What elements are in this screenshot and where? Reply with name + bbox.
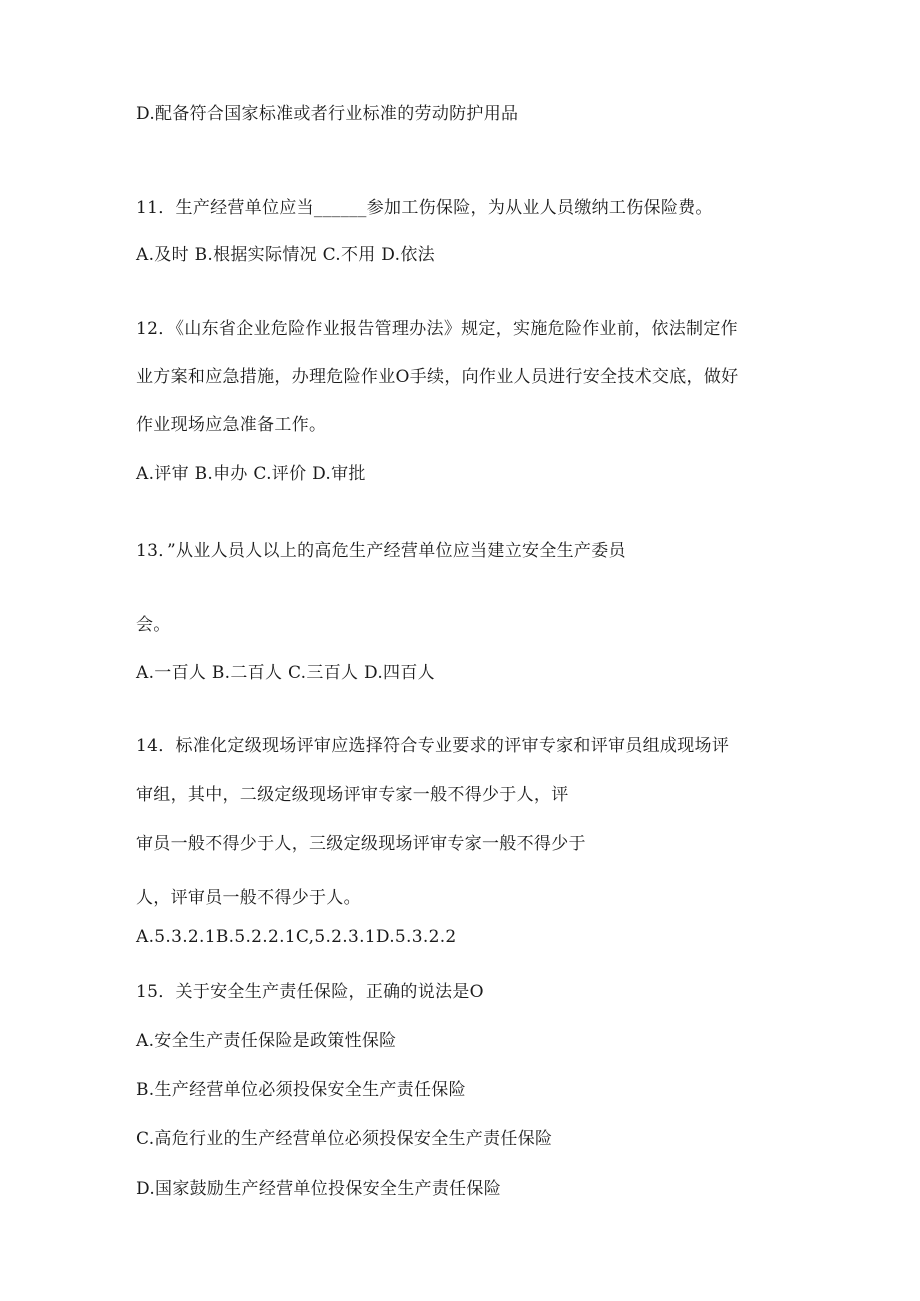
q13-options: A.一百人 B.二百人 C.三百人 D.四百人 (136, 663, 435, 683)
q15-option-b: B.生产经营单位必须投保安全生产责任保险 (136, 1080, 466, 1100)
q12-options: A.评审 B.申办 C.评价 D.审批 (136, 464, 366, 484)
q14-options: A.5.3.2.1B.5.2.2.1C,5.2.3.1D.5.3.2.2 (136, 927, 457, 947)
q14-question-line-4: 人，评审员一般不得少于人。 (136, 888, 361, 908)
q14-question-line-2: 审组，其中，二级定级现场评审专家一般不得少于人，评 (136, 785, 569, 805)
q12-question-line-1: 12．《山东省企业危险作业报告管理办法》规定，实施危险作业前，依法制定作 (136, 319, 738, 339)
q14-question-line-1: 14．标准化定级现场评审应选择符合专业要求的评审专家和评审员组成现场评 (136, 736, 730, 756)
q15-option-c: C.高危行业的生产经营单位必须投保安全生产责任保险 (136, 1129, 553, 1149)
q11-question: 11．生产经营单位应当______参加工伤保险，为从业人员缴纳工伤保险费。 (136, 198, 713, 218)
q13-question-line-2: 会。 (136, 615, 171, 635)
q15-question: 15．关于安全生产责任保险，正确的说法是O (136, 982, 484, 1002)
q11-options: A.及时 B.根据实际情况 C.不用 D.依法 (136, 245, 435, 265)
q15-option-a: A.安全生产责任保险是政策性保险 (136, 1031, 397, 1051)
q12-question-line-3: 作业现场应急准备工作。 (136, 415, 327, 435)
q13-question-line-1: 13．”从业人员人以上的高危生产经营单位应当建立安全生产委员 (136, 541, 626, 561)
q15-option-d: D.国家鼓励生产经营单位投保安全生产责任保险 (136, 1179, 502, 1199)
q12-question-line-2: 业方案和应急措施，办理危险作业O手续，向作业人员进行安全技术交底，做好 (136, 367, 739, 387)
q14-question-line-3: 审员一般不得少于人，三级定级现场评审专家一般不得少于 (136, 834, 586, 854)
q10-option-d: D.配备符合国家标准或者行业标准的劳动防护用品 (136, 104, 519, 124)
